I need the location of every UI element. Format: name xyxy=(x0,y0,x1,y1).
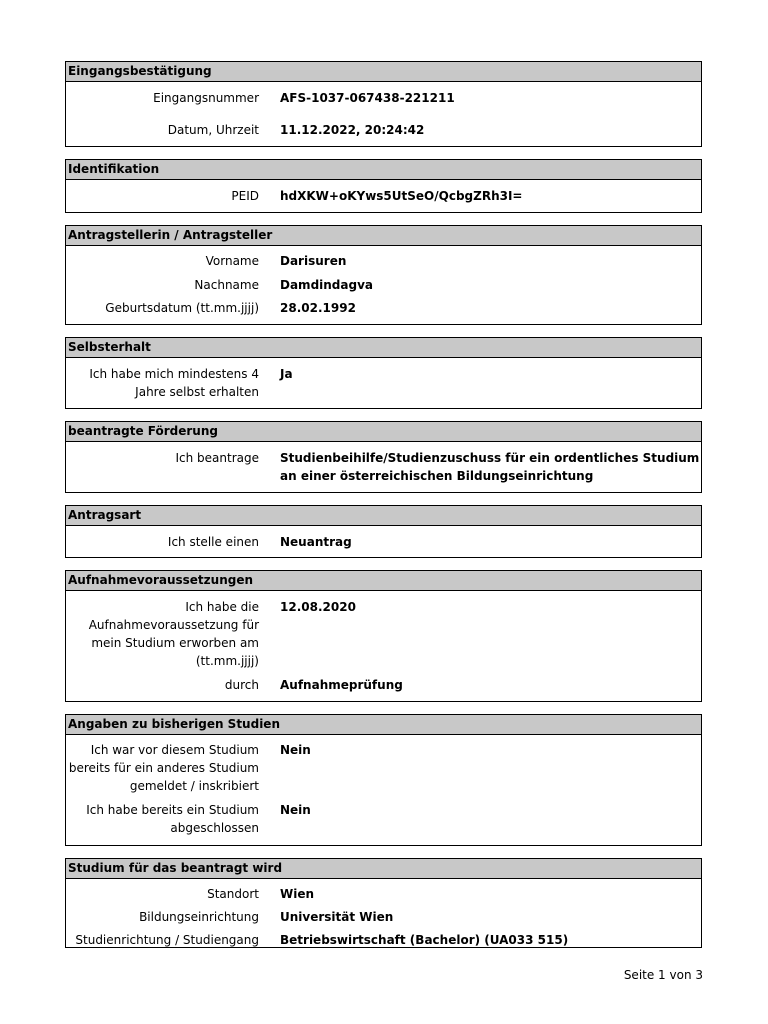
field-label: Ich habe bereits ein Studium abgeschlossen xyxy=(86,803,259,835)
field-value: Darisuren xyxy=(280,254,347,268)
field-label: Vorname xyxy=(205,254,259,268)
page-number: Seite 1 von 3 xyxy=(623,968,703,982)
field-label: Geburtsdatum (tt.mm.jjjj) xyxy=(105,301,259,315)
section-identifikation xyxy=(65,159,702,213)
section-title: Studium für das beantragt wird xyxy=(66,859,701,879)
section-selbsterhalt xyxy=(65,337,702,409)
field-label: Ich habe mich mindestens 4 Jahre selbst erhalten xyxy=(89,367,259,399)
section-bisherige-studien xyxy=(65,714,702,846)
section-antragsteller xyxy=(65,225,702,325)
section-aufnahmevoraussetzungen xyxy=(65,570,702,702)
field-label: Ich habe die Aufnahmevoraussetzung für mein Studium erworben am (tt.mm.jjjj) xyxy=(88,600,259,668)
section-title: Selbsterhalt xyxy=(66,338,701,358)
section-title: Eingangsbestätigung xyxy=(66,62,701,82)
section-beantragtes-studium xyxy=(65,858,702,948)
section-title: beantragte Förderung xyxy=(66,422,701,442)
field-label: Ich war vor diesem Studium bereits für ein anderes Studium gemeldet / inskribiert xyxy=(68,743,259,793)
field-value: Neuantrag xyxy=(280,535,352,549)
field-value: Nein xyxy=(280,803,311,817)
field-label: durch xyxy=(224,678,259,692)
field-value: Ja xyxy=(280,367,293,381)
field-value: 28.02.1992 xyxy=(280,301,356,315)
field-value: Universität Wien xyxy=(280,910,394,924)
field-label: Studienrichtung / Studiengang xyxy=(75,933,259,947)
section-title: Angaben zu bisherigen Studien xyxy=(66,715,701,735)
field-label: Ich beantrage xyxy=(175,451,259,465)
section-title: Antragstellerin / Antragsteller xyxy=(66,226,701,246)
field-value: Damdindagva xyxy=(280,278,374,292)
section-title: Identifikation xyxy=(66,160,701,180)
field-label: PEID xyxy=(231,189,259,203)
field-value: AFS-1037-067438-221211 xyxy=(280,91,455,105)
field-value: 11.12.2022, 20:24:42 xyxy=(280,123,425,137)
field-label: Standort xyxy=(207,887,259,901)
field-value: 12.08.2020 xyxy=(280,600,356,614)
field-label: Bildungseinrichtung xyxy=(139,910,259,924)
section-title: Antragsart xyxy=(66,506,701,526)
field-value: Betriebswirtschaft (Bachelor) (UA033 515) xyxy=(280,933,569,947)
field-label: Datum, Uhrzeit xyxy=(167,123,259,137)
field-value: Aufnahmeprüfung xyxy=(280,678,403,692)
section-antragsart xyxy=(65,505,702,558)
section-eingangsbestaetigung xyxy=(65,61,702,147)
field-label: Eingangsnummer xyxy=(153,91,259,105)
field-value: Wien xyxy=(280,887,315,901)
field-value: Studienbeihilfe/Studienzuschuss für ein ordentliches Studium an einer österreichischen Bildungseinrichtung xyxy=(280,451,700,483)
field-label: Nachname xyxy=(194,278,259,292)
field-value: Nein xyxy=(280,743,311,757)
field-value: hdXKW+oKYws5UtSeO/QcbgZRh3I= xyxy=(280,189,523,203)
section-title: Aufnahmevoraussetzungen xyxy=(66,571,701,591)
field-label: Ich stelle einen xyxy=(167,535,259,549)
section-beantragte-foerderung xyxy=(65,421,702,493)
